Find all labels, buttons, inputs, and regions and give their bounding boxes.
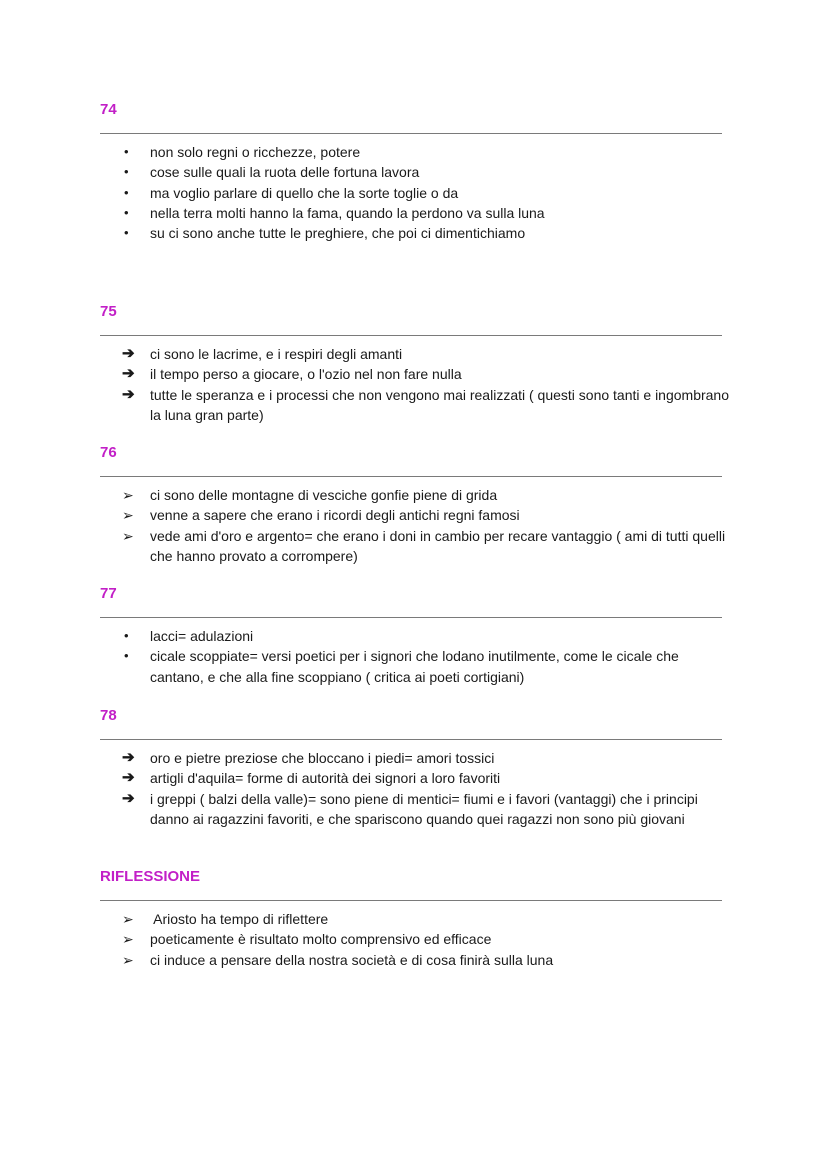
- triangle-arrow-icon: ➢: [122, 527, 134, 544]
- section-74: [100, 101, 722, 243]
- arrow-right-icon: ➔: [122, 749, 135, 766]
- list-item-text: non solo regni o ricchezze, potere: [150, 144, 361, 160]
- section-heading: 78: [100, 707, 117, 724]
- triangle-arrow-icon: ➢: [122, 951, 134, 968]
- list-item-text: ci sono delle montagne di vesciche gonfie piene di grida: [150, 487, 498, 503]
- list-item: [100, 223, 722, 243]
- triangle-arrow-icon: ➢: [122, 931, 134, 948]
- list-item-text: lacci= adulazioni: [150, 628, 254, 644]
- list-item-text: ma voglio parlare di quello che la sorte toglie o da: [150, 184, 459, 201]
- triangle-arrow-icon: ➢: [122, 487, 134, 503]
- list-item: [100, 950, 722, 970]
- list-item-text: su ci sono anche tutte le preghiere, che poi ci dimentichiamo: [150, 225, 526, 242]
- section-divider: [100, 133, 722, 134]
- section-divider: [100, 900, 722, 901]
- list-item: [100, 626, 722, 646]
- section-divider: [100, 335, 722, 336]
- list-item-text: i greppi ( balzi della valle)= sono piene di mentici= fiumi e i favori (vantaggi) che i principi danno ai ragazzini favoriti, e che spariscono quando quei ragazzi non sono più giovani: [150, 790, 698, 827]
- section-divider: [100, 476, 722, 477]
- list-item: [100, 929, 722, 949]
- list-item: [100, 646, 722, 687]
- list-item-text: Ariosto ha tempo di riflettere: [150, 911, 329, 927]
- section-78: [100, 707, 722, 829]
- list-item-text: tutte le speranza e i processi che non vengono mai realizzati ( questi sono tanti e ingombrano la luna gran parte): [150, 386, 730, 423]
- list-item-text: poeticamente è risultato molto comprensivo ed efficace: [150, 931, 492, 948]
- list-item: [100, 203, 722, 223]
- section-76: [100, 444, 726, 566]
- section-divider: [100, 739, 722, 740]
- list-item-text: cicale scoppiate= versi poetici per i signori che lodano inutilmente, come le cicale che cantano, e che alla fine scoppiano ( critica ai poeti cortigiani): [150, 648, 679, 685]
- list-item-text: ci sono le lacrime, e i respiri degli amanti: [150, 346, 403, 362]
- section-heading: 74: [100, 101, 117, 118]
- list-item: [100, 485, 722, 505]
- bullet-list: [100, 142, 722, 243]
- list-item-text: oro e pietre preziose che bloccano i piedi= amori tossici: [150, 750, 495, 766]
- triangle-list: [100, 485, 726, 566]
- list-item: [100, 768, 722, 788]
- list-item: [100, 344, 722, 364]
- triangle-arrow-icon: ➢: [122, 911, 134, 927]
- bullet-icon: •: [124, 628, 129, 643]
- bullet-icon: •: [124, 184, 129, 200]
- triangle-list: [100, 909, 722, 970]
- list-item: [100, 909, 722, 929]
- list-item-text: il tempo perso a giocare, o l'ozio nel non fare nulla: [150, 366, 462, 383]
- section-heading: 77: [100, 585, 117, 602]
- list-item: [100, 526, 726, 567]
- arrow-right-icon: ➔: [122, 789, 135, 807]
- list-item: [100, 385, 730, 426]
- section-heading: 76: [100, 444, 117, 461]
- arrow-list: [100, 344, 730, 425]
- section-heading: RIFLESSIONE: [100, 868, 201, 885]
- list-item-text: venne a sapere che erano i ricordi degli antichi regni famosi: [150, 507, 520, 524]
- list-item-text: nella terra molti hanno la fama, quando la perdono va sulla luna: [150, 204, 545, 221]
- section-riflessione: [100, 868, 722, 970]
- triangle-arrow-icon: ➢: [122, 507, 134, 524]
- list-item: [100, 789, 722, 830]
- list-item: [100, 505, 722, 525]
- bullet-icon: •: [124, 225, 129, 241]
- list-item: [100, 142, 722, 162]
- bullet-icon: •: [124, 204, 129, 220]
- list-item-text: vede ami d'oro e argento= che erano i doni in cambio per recare vantaggio ( ami di tutti quelli che hanno provato a corrompere): [150, 527, 726, 564]
- section-77: [100, 585, 722, 687]
- bullet-icon: •: [124, 164, 129, 180]
- section-divider: [100, 617, 722, 618]
- section-75: [100, 303, 730, 425]
- arrow-right-icon: ➔: [122, 365, 135, 383]
- arrow-list: [100, 748, 722, 829]
- list-item: [100, 364, 722, 384]
- list-item-text: artigli d'aquila= forme di autorità dei signori a loro favoriti: [150, 770, 501, 787]
- list-item: [100, 183, 722, 203]
- bullet-icon: •: [124, 144, 129, 159]
- section-heading: 75: [100, 303, 117, 320]
- bullet-icon: •: [124, 648, 129, 664]
- list-item: [100, 162, 722, 182]
- list-item: [100, 748, 722, 768]
- list-item-text: cose sulle quali la ruota delle fortuna lavora: [150, 164, 420, 181]
- arrow-right-icon: ➔: [122, 385, 135, 403]
- bullet-list: [100, 626, 722, 687]
- arrow-right-icon: ➔: [122, 345, 135, 362]
- list-item-text: ci induce a pensare della nostra società e di cosa finirà sulla luna: [150, 951, 554, 968]
- arrow-right-icon: ➔: [122, 769, 135, 787]
